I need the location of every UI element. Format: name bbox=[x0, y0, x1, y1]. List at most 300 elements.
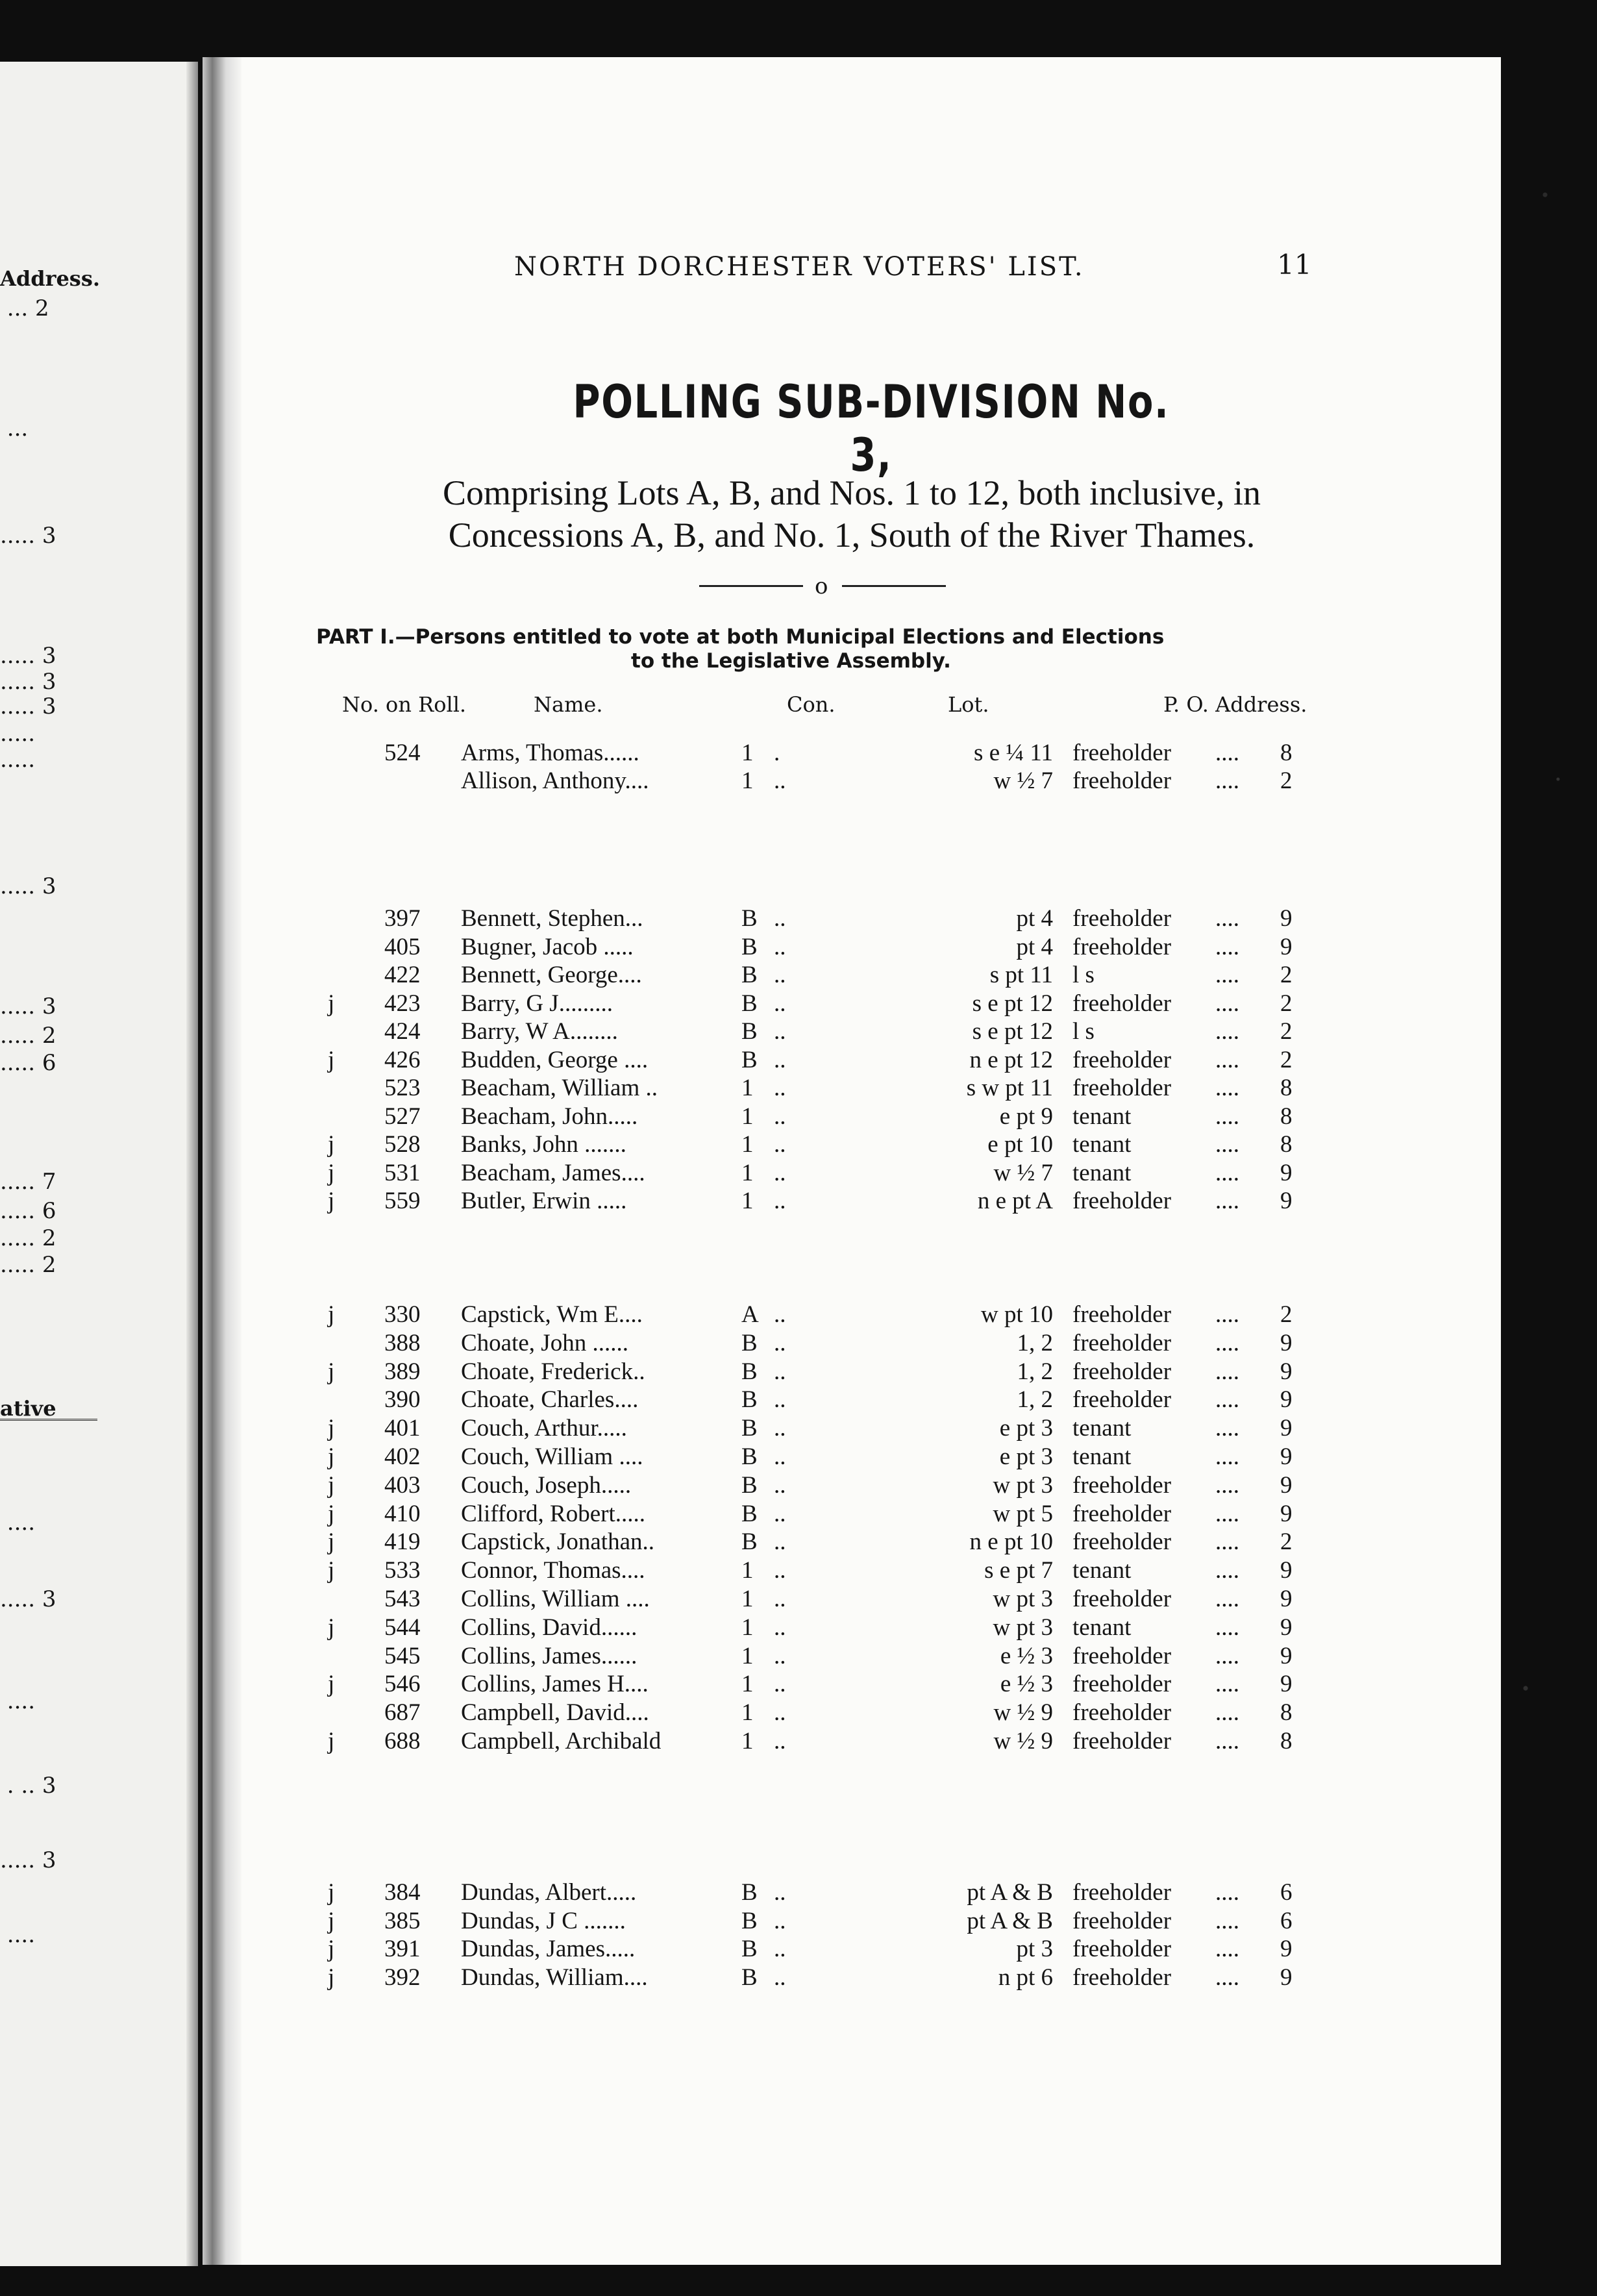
voter-qual: freeholder bbox=[1072, 740, 1172, 766]
voter-addr: 8 bbox=[1280, 1131, 1293, 1158]
voter-dots: .. bbox=[774, 767, 786, 794]
voter-qual: freeholder bbox=[1072, 1642, 1172, 1669]
voter-row bbox=[203, 1358, 1501, 1386]
voter-dots2: .... bbox=[1215, 1443, 1239, 1470]
voter-con: 1 bbox=[741, 1103, 754, 1130]
voter-roll: 389 bbox=[384, 1358, 421, 1385]
voter-lot: s e pt 12 bbox=[972, 1018, 1053, 1045]
voter-con: 1 bbox=[741, 1188, 754, 1214]
voter-roll: 546 bbox=[384, 1671, 421, 1698]
voter-dots: .. bbox=[774, 1471, 786, 1499]
voter-row bbox=[203, 1414, 1501, 1443]
voter-lot: n e pt A bbox=[977, 1188, 1053, 1214]
voter-dots: .. bbox=[774, 1301, 786, 1328]
voter-dots: .. bbox=[774, 1075, 786, 1101]
voter-con: A bbox=[741, 1301, 759, 1328]
voter-qual: tenant bbox=[1072, 1131, 1132, 1158]
voter-addr: 9 bbox=[1280, 1614, 1293, 1641]
voter-qual: l s bbox=[1072, 962, 1095, 988]
voter-addr: 9 bbox=[1280, 1415, 1293, 1442]
voter-roll: 388 bbox=[384, 1329, 421, 1356]
voter-addr: 9 bbox=[1280, 1159, 1293, 1186]
voter-name: Collins, James H.... bbox=[461, 1671, 649, 1698]
left-page-line: ..... 3 bbox=[0, 693, 56, 719]
voter-dots: .. bbox=[774, 1936, 786, 1962]
voter-con: B bbox=[741, 1415, 758, 1442]
voter-row bbox=[203, 1500, 1501, 1529]
voter-dots2: .... bbox=[1215, 1671, 1239, 1698]
voter-dots: .. bbox=[774, 1018, 786, 1045]
voter-addr: 6 bbox=[1280, 1879, 1293, 1906]
voter-row bbox=[203, 1443, 1501, 1471]
voter-name: Dundas, Albert..... bbox=[461, 1879, 637, 1906]
left-page-line: ..... bbox=[0, 747, 36, 773]
voter-addr: 9 bbox=[1280, 1188, 1293, 1214]
voter-lot: 1, 2 bbox=[1017, 1358, 1053, 1385]
voter-row bbox=[203, 1386, 1501, 1414]
voter-addr: 9 bbox=[1280, 1386, 1293, 1414]
voter-lot: e pt 3 bbox=[999, 1415, 1053, 1442]
voter-con: 1 bbox=[741, 1642, 754, 1669]
voter-dots2: .... bbox=[1215, 1329, 1239, 1356]
voter-qual: freeholder bbox=[1072, 933, 1172, 960]
voter-con: 1 bbox=[741, 1728, 754, 1754]
left-page-line: .... bbox=[0, 1688, 36, 1714]
voter-mark: j bbox=[328, 1301, 335, 1328]
voter-addr: 6 bbox=[1280, 1907, 1293, 1934]
voter-dots2: .... bbox=[1215, 1907, 1239, 1934]
voter-roll: 687 bbox=[384, 1699, 421, 1727]
voter-row bbox=[203, 767, 1501, 795]
voter-qual: freeholder bbox=[1072, 1586, 1172, 1612]
voter-addr: 2 bbox=[1280, 1046, 1293, 1073]
voter-name: Clifford, Robert..... bbox=[461, 1500, 645, 1527]
voter-roll: 403 bbox=[384, 1471, 421, 1499]
voter-dots2: .... bbox=[1215, 1471, 1239, 1499]
voter-lot: n pt 6 bbox=[998, 1964, 1053, 1991]
voter-con: B bbox=[741, 1936, 758, 1962]
voter-dots2: .... bbox=[1215, 740, 1239, 766]
voter-addr: 9 bbox=[1280, 1936, 1293, 1962]
voter-con: B bbox=[741, 962, 758, 988]
voter-roll: 401 bbox=[384, 1415, 421, 1442]
voter-dots: .. bbox=[774, 1964, 786, 1991]
voter-dots2: .... bbox=[1215, 1415, 1239, 1442]
voter-addr: 9 bbox=[1280, 1329, 1293, 1356]
voter-qual: tenant bbox=[1072, 1557, 1132, 1584]
voter-con: 1 bbox=[741, 1671, 754, 1698]
voter-row bbox=[203, 1103, 1501, 1131]
voter-lot: e pt 9 bbox=[999, 1103, 1053, 1130]
voter-lot: w pt 3 bbox=[993, 1614, 1053, 1641]
left-page-line: ... bbox=[0, 416, 29, 442]
voter-addr: 9 bbox=[1280, 1557, 1293, 1584]
voter-addr: 9 bbox=[1280, 1586, 1293, 1612]
voter-dots2: .... bbox=[1215, 933, 1239, 960]
voter-name: Budden, George .... bbox=[461, 1046, 649, 1073]
voter-dots: .. bbox=[774, 905, 786, 932]
voter-con: B bbox=[741, 1964, 758, 1991]
left-page-line: ..... 3 bbox=[0, 523, 56, 549]
voter-con: B bbox=[741, 905, 758, 932]
voter-name: Beacham, James.... bbox=[461, 1159, 645, 1186]
voter-row bbox=[203, 1585, 1501, 1614]
left-page-line: ..... 3 bbox=[0, 669, 56, 695]
page-title: POLLING SUB-DIVISION No. 3, bbox=[573, 375, 1170, 482]
voter-dots2: .... bbox=[1215, 1301, 1239, 1328]
left-page-line: ..... 2 bbox=[0, 1252, 56, 1278]
voter-mark: j bbox=[328, 1131, 335, 1158]
voter-lot: 1, 2 bbox=[1017, 1329, 1053, 1356]
left-page-line: .... bbox=[0, 1510, 36, 1536]
left-page-rule bbox=[0, 1419, 97, 1423]
voter-dots: .. bbox=[774, 1159, 786, 1186]
voter-dots: .. bbox=[774, 1642, 786, 1669]
voter-roll: 392 bbox=[384, 1964, 421, 1991]
voter-addr: 8 bbox=[1280, 1728, 1293, 1754]
voter-roll: 397 bbox=[384, 905, 421, 932]
voter-addr: 9 bbox=[1280, 1443, 1293, 1470]
voter-lot: pt 4 bbox=[1016, 933, 1053, 960]
voter-name: Bugner, Jacob ..... bbox=[461, 933, 634, 960]
voter-mark: j bbox=[328, 1188, 335, 1214]
voter-dots2: .... bbox=[1215, 1936, 1239, 1962]
voter-dots2: .... bbox=[1215, 905, 1239, 932]
voter-mark: j bbox=[328, 1471, 335, 1499]
voter-qual: freeholder bbox=[1072, 990, 1172, 1017]
voter-addr: 2 bbox=[1280, 990, 1293, 1017]
divider-ornament: o bbox=[815, 573, 828, 599]
voter-addr: 2 bbox=[1280, 1018, 1293, 1045]
voter-dots: .. bbox=[774, 1699, 786, 1727]
voter-dots: .. bbox=[774, 933, 786, 960]
voter-roll: 391 bbox=[384, 1936, 421, 1962]
voter-mark: j bbox=[328, 1728, 335, 1754]
voter-name: Beacham, William .. bbox=[461, 1075, 658, 1101]
voter-con: 1 bbox=[741, 740, 754, 766]
voter-name: Connor, Thomas.... bbox=[461, 1557, 645, 1584]
voter-dots: .. bbox=[774, 1529, 786, 1556]
voter-addr: 9 bbox=[1280, 1964, 1293, 1991]
voter-dots: .. bbox=[774, 1415, 786, 1442]
left-page-gutter bbox=[186, 62, 198, 2266]
voter-roll: 390 bbox=[384, 1386, 421, 1414]
voter-lot: e pt 3 bbox=[999, 1443, 1053, 1470]
voter-roll: 426 bbox=[384, 1046, 421, 1073]
voter-roll: 402 bbox=[384, 1443, 421, 1470]
part-heading-line-1: PART I.—Persons entitled to vote at both Municipal Elections and Elections bbox=[316, 625, 1165, 649]
voter-name: Arms, Thomas...... bbox=[461, 740, 639, 766]
voter-addr: 9 bbox=[1280, 905, 1293, 932]
voter-qual: freeholder bbox=[1072, 1500, 1172, 1527]
voter-addr: 9 bbox=[1280, 1671, 1293, 1698]
voter-dots2: .... bbox=[1215, 1964, 1239, 1991]
voter-dots: . bbox=[774, 740, 780, 766]
voter-con: B bbox=[741, 1046, 758, 1073]
voter-con: B bbox=[741, 1386, 758, 1414]
voter-name: Collins, David...... bbox=[461, 1614, 638, 1641]
voter-qual: freeholder bbox=[1072, 1728, 1172, 1754]
voter-name: Banks, John ....... bbox=[461, 1131, 626, 1158]
voter-qual: tenant bbox=[1072, 1415, 1132, 1442]
voter-dots: .. bbox=[774, 1131, 786, 1158]
voter-dots2: .... bbox=[1215, 1159, 1239, 1186]
voter-lot: pt 4 bbox=[1016, 905, 1053, 932]
left-page-line: ..... 2 bbox=[0, 1023, 56, 1049]
voter-lot: pt A & B bbox=[967, 1907, 1053, 1934]
left-page-line: ..... 2 bbox=[0, 1225, 56, 1251]
voter-row bbox=[203, 1878, 1501, 1907]
voter-lot: e ½ 3 bbox=[1000, 1671, 1053, 1698]
voter-mark: j bbox=[328, 1557, 335, 1584]
voter-lot: s e ¼ 11 bbox=[974, 740, 1053, 766]
voter-mark: j bbox=[328, 1529, 335, 1556]
voter-dots: .. bbox=[774, 1671, 786, 1698]
voter-qual: freeholder bbox=[1072, 1188, 1172, 1214]
voter-dots: .. bbox=[774, 1614, 786, 1641]
left-page-line: ..... 3 bbox=[0, 643, 56, 669]
voter-row bbox=[203, 1017, 1501, 1046]
voter-mark: j bbox=[328, 1879, 335, 1906]
voter-lot: w pt 3 bbox=[993, 1586, 1053, 1612]
voter-roll: 543 bbox=[384, 1586, 421, 1612]
page-number: 11 bbox=[1277, 249, 1312, 281]
voter-roll: 385 bbox=[384, 1907, 421, 1934]
voter-con: B bbox=[741, 1879, 758, 1906]
voter-roll: 545 bbox=[384, 1642, 421, 1669]
voter-qual: freeholder bbox=[1072, 767, 1172, 794]
voter-name: Dundas, James..... bbox=[461, 1936, 636, 1962]
voter-name: Campbell, Archibald bbox=[461, 1728, 662, 1754]
voter-dots2: .... bbox=[1215, 1529, 1239, 1556]
voter-roll: 531 bbox=[384, 1159, 421, 1186]
voter-dots2: .... bbox=[1215, 1586, 1239, 1612]
voter-roll: 559 bbox=[384, 1188, 421, 1214]
voter-con: B bbox=[741, 1443, 758, 1470]
voter-name: Capstick, Wm E.... bbox=[461, 1301, 643, 1328]
voter-dots: .. bbox=[774, 1386, 786, 1414]
voter-qual: freeholder bbox=[1072, 1301, 1172, 1328]
voter-roll: 410 bbox=[384, 1500, 421, 1527]
voter-row bbox=[203, 933, 1501, 962]
voter-row bbox=[203, 961, 1501, 990]
left-page-line: ..... 3 bbox=[0, 1847, 56, 1873]
voter-mark: j bbox=[328, 1500, 335, 1527]
voter-name: Collins, William .... bbox=[461, 1586, 650, 1612]
column-header-address: P. O. Address. bbox=[1163, 692, 1307, 717]
voter-name: Dundas, William.... bbox=[461, 1964, 648, 1991]
voter-row bbox=[203, 1528, 1501, 1556]
voter-dots2: .... bbox=[1215, 1500, 1239, 1527]
voter-roll: 419 bbox=[384, 1529, 421, 1556]
voter-dots: .. bbox=[774, 1586, 786, 1612]
voter-dots2: .... bbox=[1215, 767, 1239, 794]
voter-qual: l s bbox=[1072, 1018, 1095, 1045]
voter-row bbox=[203, 1727, 1501, 1756]
voter-name: Allison, Anthony.... bbox=[461, 767, 649, 794]
voter-dots: .. bbox=[774, 1907, 786, 1934]
voter-dots2: .... bbox=[1215, 990, 1239, 1017]
voter-con: 1 bbox=[741, 1699, 754, 1727]
voter-row bbox=[203, 1329, 1501, 1358]
voter-dots2: .... bbox=[1215, 1879, 1239, 1906]
voter-con: B bbox=[741, 933, 758, 960]
voter-dots: .. bbox=[774, 962, 786, 988]
voter-addr: 8 bbox=[1280, 1103, 1293, 1130]
voter-dots: .. bbox=[774, 990, 786, 1017]
voter-con: 1 bbox=[741, 1586, 754, 1612]
running-head: NORTH DORCHESTER VOTERS' LIST. bbox=[514, 252, 1085, 282]
voter-mark: j bbox=[328, 1415, 335, 1442]
voter-addr: 9 bbox=[1280, 1500, 1293, 1527]
voter-dots: .. bbox=[774, 1046, 786, 1073]
voter-lot: w ½ 9 bbox=[993, 1728, 1053, 1754]
voter-name: Couch, William .... bbox=[461, 1443, 643, 1470]
voter-dots2: .... bbox=[1215, 1699, 1239, 1727]
subtitle-line-2: Concessions A, B, and No. 1, South of the River Thames. bbox=[448, 516, 1256, 555]
voter-row bbox=[203, 1670, 1501, 1699]
voter-row bbox=[203, 1964, 1501, 1992]
voter-row bbox=[203, 1187, 1501, 1216]
voter-addr: 2 bbox=[1280, 767, 1293, 794]
voter-qual: freeholder bbox=[1072, 905, 1172, 932]
voter-dots2: .... bbox=[1215, 1046, 1239, 1073]
left-page-line: .... bbox=[0, 1922, 36, 1948]
voter-mark: j bbox=[328, 1046, 335, 1073]
voter-roll: 524 bbox=[384, 740, 421, 766]
voter-addr: 2 bbox=[1280, 1301, 1293, 1328]
voter-row bbox=[203, 1614, 1501, 1642]
voter-name: Couch, Joseph..... bbox=[461, 1471, 632, 1499]
voter-name: Bennett, George.... bbox=[461, 962, 642, 988]
voter-con: 1 bbox=[741, 767, 754, 794]
voter-addr: 9 bbox=[1280, 1358, 1293, 1385]
voter-qual: freeholder bbox=[1072, 1907, 1172, 1934]
voter-lot: e pt 10 bbox=[987, 1131, 1053, 1158]
left-page-line: ..... 3 bbox=[0, 993, 56, 1019]
column-header-name: Name. bbox=[534, 692, 603, 717]
voter-name: Barry, W A........ bbox=[461, 1018, 618, 1045]
voter-con: B bbox=[741, 990, 758, 1017]
voter-dots2: .... bbox=[1215, 1188, 1239, 1214]
voter-roll: 423 bbox=[384, 990, 421, 1017]
voter-addr: 8 bbox=[1280, 1075, 1293, 1101]
voter-lot: pt A & B bbox=[967, 1879, 1053, 1906]
voter-dots: .. bbox=[774, 1188, 786, 1214]
voter-qual: freeholder bbox=[1072, 1046, 1172, 1073]
voter-roll: 424 bbox=[384, 1018, 421, 1045]
voter-dots: .. bbox=[774, 1557, 786, 1584]
voter-roll: 422 bbox=[384, 962, 421, 988]
voter-dots2: .... bbox=[1215, 1386, 1239, 1414]
subtitle-line-1: Comprising Lots A, B, and Nos. 1 to 12, both inclusive, in bbox=[442, 473, 1261, 512]
voter-dots2: .... bbox=[1215, 1728, 1239, 1754]
voter-addr: 9 bbox=[1280, 1642, 1293, 1669]
voter-lot: w ½ 7 bbox=[993, 1159, 1053, 1186]
voter-qual: freeholder bbox=[1072, 1671, 1172, 1698]
voter-name: Choate, John ...... bbox=[461, 1329, 628, 1356]
voter-qual: freeholder bbox=[1072, 1699, 1172, 1727]
voter-qual: tenant bbox=[1072, 1443, 1132, 1470]
voter-lot: s e pt 12 bbox=[972, 990, 1053, 1017]
voter-name: Beacham, John..... bbox=[461, 1103, 638, 1130]
left-page-line: ..... 6 bbox=[0, 1050, 56, 1076]
voter-con: B bbox=[741, 1329, 758, 1356]
voter-row bbox=[203, 1935, 1501, 1964]
voter-dots2: .... bbox=[1215, 1131, 1239, 1158]
voter-qual: tenant bbox=[1072, 1159, 1132, 1186]
voter-mark: j bbox=[328, 1907, 335, 1934]
voter-con: 1 bbox=[741, 1131, 754, 1158]
voter-mark: j bbox=[328, 1671, 335, 1698]
voter-lot: s pt 11 bbox=[989, 962, 1053, 988]
divider-line-right bbox=[842, 585, 946, 587]
voter-dots2: .... bbox=[1215, 1103, 1239, 1130]
voter-lot: w ½ 9 bbox=[993, 1699, 1053, 1727]
voter-con: 1 bbox=[741, 1075, 754, 1101]
voter-qual: freeholder bbox=[1072, 1964, 1172, 1991]
voter-row bbox=[203, 1130, 1501, 1159]
voter-lot: n e pt 12 bbox=[969, 1046, 1053, 1073]
voter-dots2: .... bbox=[1215, 962, 1239, 988]
voter-roll: 688 bbox=[384, 1728, 421, 1754]
voter-roll: 405 bbox=[384, 933, 421, 960]
left-page-line: . .. 3 bbox=[0, 1773, 56, 1799]
left-page-line: ... 2 bbox=[0, 295, 49, 321]
part-heading-line-2: to the Legislative Assembly. bbox=[631, 649, 951, 673]
voter-row bbox=[203, 1301, 1501, 1329]
voter-row bbox=[203, 739, 1501, 767]
voter-row bbox=[203, 1046, 1501, 1075]
voter-con: B bbox=[741, 1018, 758, 1045]
voter-mark: j bbox=[328, 1614, 335, 1641]
voter-dots2: .... bbox=[1215, 1358, 1239, 1385]
voter-roll: 523 bbox=[384, 1075, 421, 1101]
voter-row bbox=[203, 1471, 1501, 1500]
voter-roll: 528 bbox=[384, 1131, 421, 1158]
voter-lot: n e pt 10 bbox=[969, 1529, 1053, 1556]
voter-mark: j bbox=[328, 990, 335, 1017]
left-page-line: ative bbox=[0, 1396, 56, 1421]
voter-con: 1 bbox=[741, 1614, 754, 1641]
voter-name: Choate, Charles.... bbox=[461, 1386, 639, 1414]
voter-addr: 9 bbox=[1280, 1471, 1293, 1499]
voter-row bbox=[203, 1556, 1501, 1585]
left-page-line: ..... 3 bbox=[0, 873, 56, 899]
voter-name: Capstick, Jonathan.. bbox=[461, 1529, 655, 1556]
voter-con: B bbox=[741, 1358, 758, 1385]
voter-roll: 330 bbox=[384, 1301, 421, 1328]
column-header-lot: Lot. bbox=[948, 692, 989, 717]
voter-dots2: .... bbox=[1215, 1075, 1239, 1101]
voter-row bbox=[203, 1074, 1501, 1103]
voter-addr: 8 bbox=[1280, 1699, 1293, 1727]
voter-dots2: .... bbox=[1215, 1557, 1239, 1584]
voter-mark: j bbox=[328, 1964, 335, 1991]
voter-lot: s e pt 7 bbox=[984, 1557, 1053, 1584]
voter-roll: 544 bbox=[384, 1614, 421, 1641]
voter-lot: w pt 5 bbox=[993, 1500, 1053, 1527]
voter-con: 1 bbox=[741, 1557, 754, 1584]
voter-qual: freeholder bbox=[1072, 1386, 1172, 1414]
voter-lot: 1, 2 bbox=[1017, 1386, 1053, 1414]
left-page-line: ..... 3 bbox=[0, 1586, 56, 1612]
column-header-roll: No. on Roll. bbox=[342, 692, 467, 717]
column-header-con: Con. bbox=[787, 692, 836, 717]
voter-con: B bbox=[741, 1907, 758, 1934]
voter-mark: j bbox=[328, 1159, 335, 1186]
voter-name: Barry, G J......... bbox=[461, 990, 613, 1017]
